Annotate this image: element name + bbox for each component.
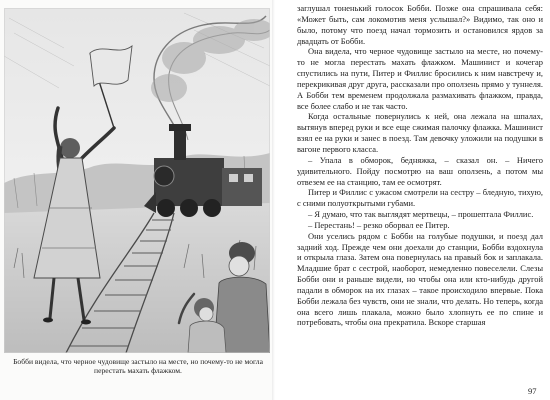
- illustration-caption: Бобби видела, что черное чудовище застыло на месте, но почему-то не могла перестать махать флажком.: [13, 357, 263, 376]
- paragraph: – Упала в обморок, бедняжка, – сказал он. – Ничего удивительного. Пойду посмотрю на ваш оползень, а потом мы отвезем ее на станцию, там ее осмотрят.: [297, 154, 543, 187]
- paragraph: Они уселись рядом с Бобби на голубые подушки, и поезд дал задний ход. Прежде чем они доехали до станции, Бобби вздохнула и открыла глаза. Затем она повернулась на правый бок и заплакала. Младшие брат с сестрой, наоборот, немедленно повеселели. Слезы Бобби они и раньше видели, но чтобы она или кто-нибудь другой падали в обморок на их глазах – такое происходило впервые. Пока Бобби лежала без чувств, они не знали, что делать. Но теперь, когда она всего лишь плакала, можно было хлопнуть ее по спине и потребовать, чтобы она прекратила. Вскоре старшая: [297, 230, 543, 328]
- paragraph: заглушал тоненький голосок Бобби. Позже она спрашивала себя: «Может быть, сам локомотив меня услышал?» Видимо, так оно и было, потому что поезд начал тормозить и остановился ярдов за двадцать от Бобби.: [297, 3, 543, 46]
- paragraph: – Перестань! – резко оборвал ее Питер.: [308, 219, 450, 230]
- paragraph: Питер и Филлис с ужасом смотрели на сестру – бледную, тихую, с сними полуоткрытыми губами.: [297, 187, 543, 209]
- page-number: 97: [528, 386, 537, 396]
- paragraph: – Я думаю, что так выглядят мертвецы, – прошептала Филлис.: [308, 209, 534, 220]
- paragraph: Когда остальные повернулись к ней, она лежала на шпалах, вытянув вперед руки и все еще сжимая палочку флажка. Машинист взял ее на руки и занес в поезд. Там девочку уложили на подушки в вагоне первого класса.: [297, 111, 543, 154]
- body-text: [297, 3, 543, 328]
- pencil-sketch-girl-waving-flag-at-train-icon: [4, 8, 270, 353]
- paragraph: Она видела, что черное чудовище застыло на месте, но почему-то не могла перестать махать флажком. Машинист и кочегар спустились на пути, Питер и Филлис бросились к ним навстречу и, перекрикивая друг друга, рассказали про оползень прямо у туннеля. А Бобби тем временем продолжала размахивать флажком, правда, все более слабо и не так часто.: [297, 46, 543, 111]
